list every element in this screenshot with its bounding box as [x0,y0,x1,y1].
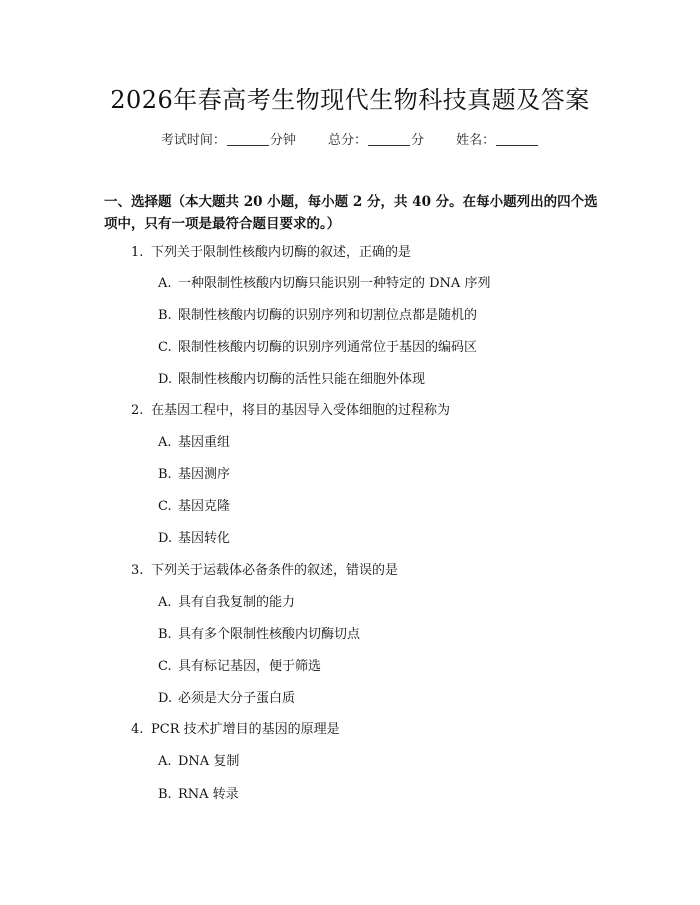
answer-option [158,338,477,358]
question-number: 4. [131,722,144,737]
answer-option [158,529,230,549]
student-name-label: 姓名： [456,133,496,148]
answer-option [158,657,321,677]
option-text: 基因测序 [178,467,231,482]
page-title: 2026年春高考生物现代生物科技真题及答案 [110,86,590,114]
option-text: 具有标记基因，便于筛选 [178,659,322,674]
answer-option [158,433,230,453]
option-text: 限制性核酸内切酶的活性只能在细胞外体现 [178,372,426,387]
question-number: 2. [131,403,144,418]
question-number: 1. [131,245,144,260]
question-text: 下列关于限制性核酸内切酶的叙述，正确的是 [151,245,412,260]
exam-time-blank [227,131,269,146]
answer-option [158,689,295,709]
total-score-blank [368,131,410,146]
total-score [328,133,424,148]
question-stem [131,401,450,421]
question-stem [131,243,411,263]
option-text: 基因转化 [178,531,231,546]
total-score-unit: 分 [411,133,425,148]
question-text: PCR 技术扩增目的基因的原理是 [151,722,340,737]
option-letter: A. [158,754,172,769]
option-letter: B. [158,627,172,642]
student-name [456,133,539,148]
option-letter: B. [158,787,172,802]
option-text: 一种限制性核酸内切酶只能识别一种特定的 DNA 序列 [178,276,491,291]
answer-option [158,593,295,613]
option-text: 基因克隆 [178,499,231,514]
question-number: 3. [131,563,144,578]
option-letter: A. [158,276,172,291]
option-letter: C. [158,340,172,355]
option-letter: C. [158,659,172,674]
question-text: 下列关于运载体必备条件的叙述，错误的是 [151,563,399,578]
answer-option [158,274,490,294]
option-text: 具有多个限制性核酸内切酶切点 [178,627,361,642]
option-letter: C. [158,499,172,514]
question-text: 在基因工程中，将目的基因导入受体细胞的过程称为 [151,403,451,418]
section-heading: 一、选择题（本大题共 20 小题，每小题 2 分，共 40 分。在每小题列出的四个选项中，只有一项是最符合题目要求的。） [104,194,598,232]
option-text: DNA 复制 [178,754,240,769]
exam-time [161,133,296,148]
option-text: 必须是大分子蛋白质 [178,691,296,706]
option-text: 限制性核酸内切酶的识别序列和切割位点都是随机的 [178,308,478,323]
answer-option [158,306,477,326]
exam-time-unit: 分钟 [269,133,296,148]
question-stem [131,561,398,581]
option-letter: B. [158,308,172,323]
answer-option [158,752,239,772]
option-letter: B. [158,467,172,482]
option-letter: D. [158,372,173,387]
option-text: RNA 转录 [178,787,239,802]
option-letter: D. [158,531,173,546]
answer-option [158,497,230,517]
exam-time-label: 考试时间： [160,133,226,148]
option-text: 基因重组 [178,435,231,450]
option-text: 具有自我复制的能力 [178,595,296,610]
answer-option [158,625,360,645]
answer-option [158,465,230,485]
student-name-blank [496,131,538,146]
option-letter: D. [158,691,173,706]
question-stem [131,720,340,740]
option-letter: A. [158,595,172,610]
answer-option [158,370,425,390]
exam-info-line [0,131,700,151]
answer-option [158,785,239,805]
total-score-label: 总分： [327,133,367,148]
option-text: 限制性核酸内切酶的识别序列通常位于基因的编码区 [178,340,478,355]
option-letter: A. [158,435,172,450]
